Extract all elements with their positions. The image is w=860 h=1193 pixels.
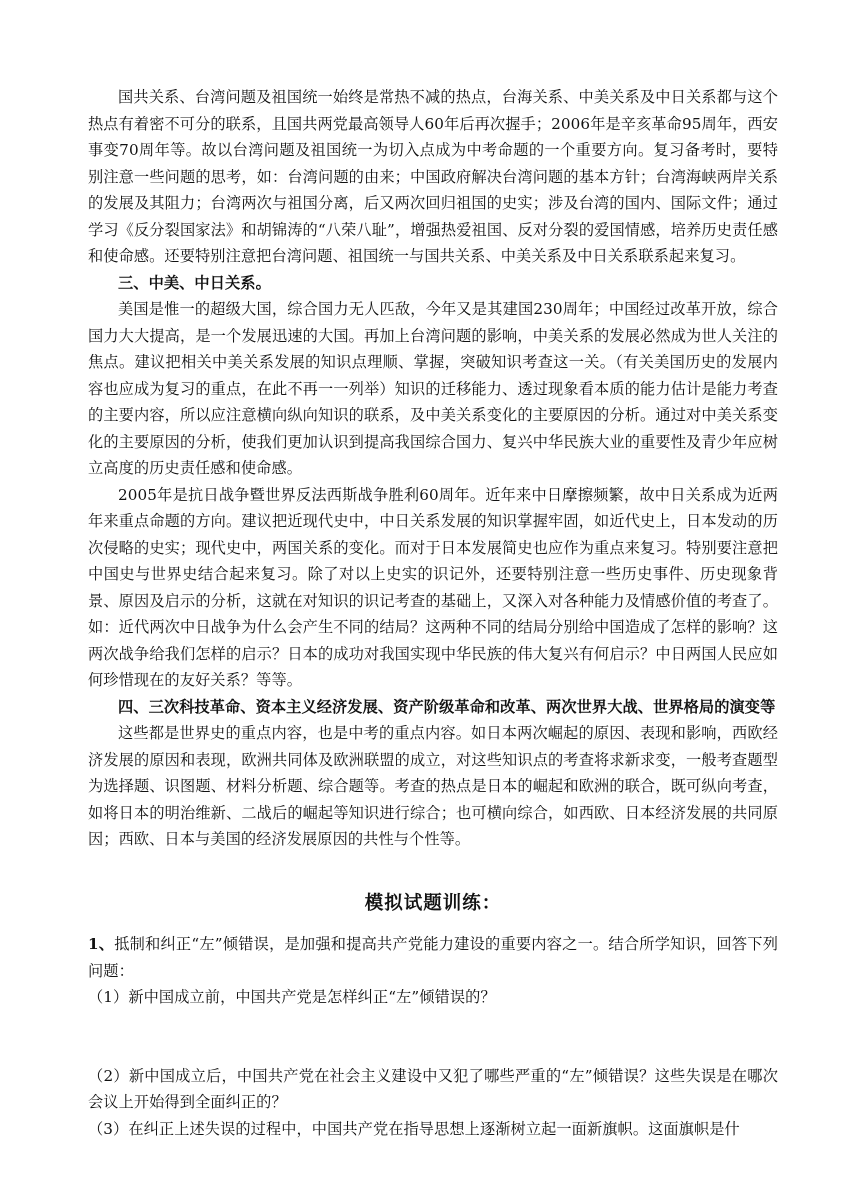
question-1-sub-1: （1）新中国成立前，中国共产党是怎样纠正“左”倾错误的？ (88, 988, 496, 1006)
question-1-number: 1、 (88, 935, 115, 953)
question-1-sub-2: （2）新中国成立后，中国共产党在社会主义建设中又犯了哪些严重的“左”倾错误？这些失误是在哪次会议上开始得到全面纠正的？ (88, 1066, 778, 1111)
question-1-stem (88, 931, 778, 984)
paragraph-sino-us: 美国是惟一的超级大国，综合国力无人匹敌，今年又是其建国230周年；中国经过改革开放，综合国力大大提高，是一个发展迅速的大国。再加上台湾问题的影响，中美关系的发展必然成为世人关注的焦点。建议把相关中美关系发展的知识点理顺、掌握，突破知识考查这一关。（有关美国历史的发展内容也应成为复习的重点，在此不再一一列举）知识的迁移能力、透过现象看本质的能力估计是能力考查的主要内容，所以应注意横向纵向知识的联系，及中美关系变化的主要原因的分析。通过对中美关系变化的主要原因的分析，使我们更加认识到提高我国综合国力、复兴中华民族大业的重要性及青少年应树立高度的历史责任感和使命感。 (88, 300, 778, 477)
paragraph-sino-japan: 2005年是抗日战争暨世界反法西斯战争胜利60周年。近年来中日摩擦频繁，故中日关系成为近两年来重点命题的方向。建议把近现代史中，中日关系发展的知识掌握牢固，如近代史上，日本发动的历次侵略的史实；现代史中，两国关系的变化。而对于日本发展简史也应作为重点来复习。特别要注意把中国史与世界史结合起来复习。除了对以上史实的识记外，还要特别注意一些历史事件、历史现象背景、原因及启示的分析，这就在对知识的识记考查的基础上，又深入对各种能力及情感价值的考查了。如：近代两次中日战争为什么会产生不同的结局？这两种不同的结局分别给中国造成了怎样的影响？这两次战争给我们怎样的启示？日本的成功对我国实现中华民族的伟大复兴有何启示？中日两国人民应如何珍惜现在的友好关系？等等。 (88, 485, 778, 689)
document-page (88, 84, 778, 1142)
paragraph-world-history: 这些都是世界史的重点内容，也是中考的重点内容。如日本两次崛起的原因、表现和影响，西欧经济发展的原因和表现，欧洲共同体及欧洲联盟的成立，对这些知识点的考查将求新求变，一般考查题型为选择题、识图题、材料分析题、综合题等。考查的热点是日本的崛起和欧洲的联合，既可纵向考查，如将日本的明治维新、二战后的崛起等知识进行综合；也可横向综合，如西欧、日本经济发展的共同原因；西欧、日本与美国的经济发展原因的共性与个性等。 (88, 724, 778, 848)
answer-space-1 (88, 1011, 778, 1063)
question-1-sub-3: （3）在纠正上述失误的过程中，中国共产党在指导思想上逐渐树立起一面新旗帜。这面旗帜是什 (88, 1119, 740, 1138)
section-title: 模拟试题训练： (364, 892, 502, 914)
heading-world-history: 四、三次科技革命、资本主义经济发展、资产阶级革命和改革、两次世界大战、世界格局的演变等 (118, 697, 776, 716)
paragraph-taiwan-issue: 国共关系、台湾问题及祖国统一始终是常热不减的热点，台海关系、中美关系及中日关系都与这个热点有着密不可分的联系，且国共两党最高领导人60年后再次握手；2006年是辛亥革命95周年，西安事变70周年等。故以台湾问题及祖国统一为切入点成为中考命题的一个重要方向。复习备考时，要特别注意一些问题的思考，如：台湾问题的由来；中国政府解决台湾问题的基本方针；台湾海峡两岸关系的发展及其阻力；台湾两次与祖国分离，后又两次回归祖国的史实；涉及台湾的国内、国际文件；通过学习《反分裂国家法》和胡锦涛的“八荣八耻”，增强热爱祖国、反对分裂的爱国情感，培养历史责任感和使命感。还要特别注意把台湾问题、祖国统一与国共关系、中美关系及中日关系联系起来复习。 (88, 88, 778, 265)
question-1-text: 抵制和纠正“左”倾错误，是加强和提高共产党能力建设的重要内容之一。结合所学知识，回答下列问题： (88, 935, 778, 980)
heading-sino-us-japan: 三、中美、中日关系。 (118, 273, 271, 292)
